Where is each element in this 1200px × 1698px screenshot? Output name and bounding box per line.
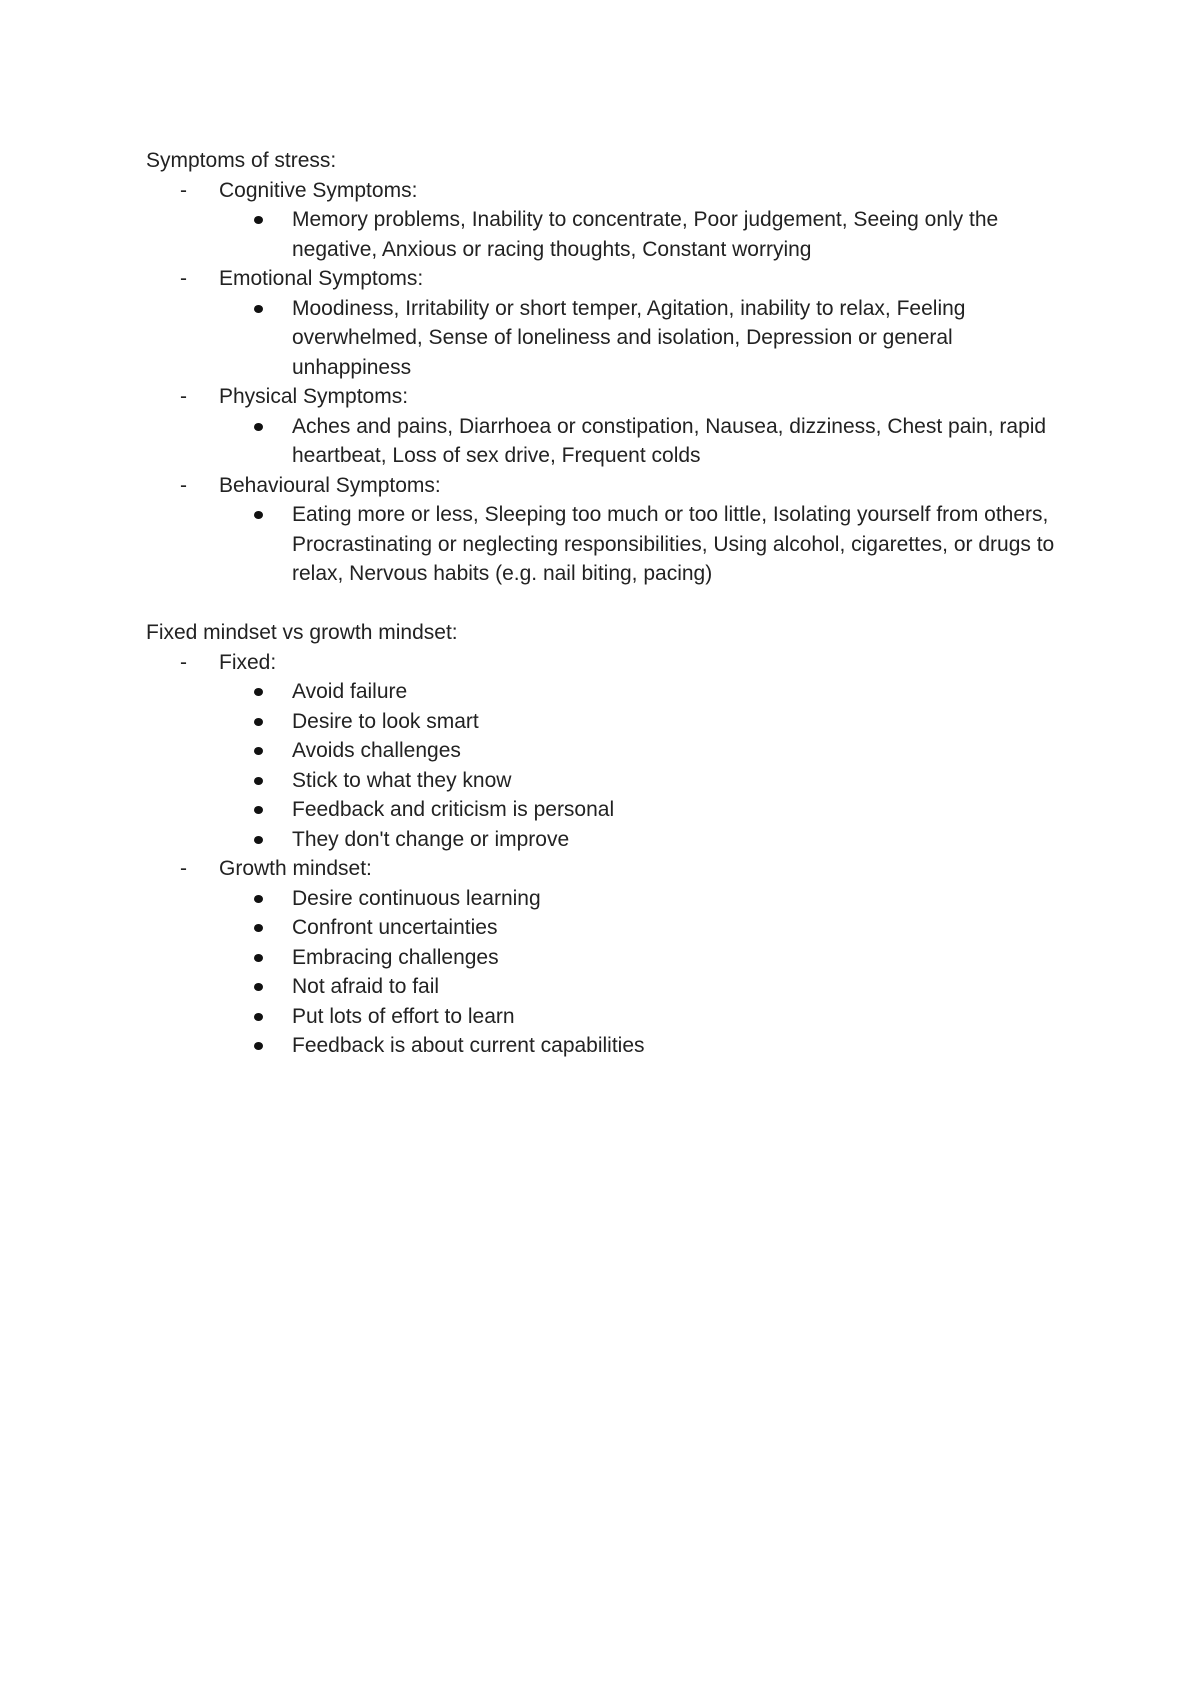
group-physical (146, 382, 1066, 471)
bullet-icon (254, 688, 263, 696)
bullet-icon (254, 1013, 263, 1021)
list-item (219, 205, 1066, 264)
item-text: Desire continuous learning (292, 886, 541, 910)
dash-marker: - (180, 650, 187, 674)
item-text: Put lots of effort to learn (292, 1004, 515, 1028)
item-text: Confront uncertainties (292, 916, 498, 939)
item-text: Avoids challenges (292, 739, 461, 762)
bullet-icon (254, 423, 263, 431)
list-item (219, 1031, 1066, 1061)
list-item (219, 412, 1066, 471)
item-text: Aches and pains, Diarrhoea or constipation, Nausea, dizziness, Chest pain, rapid heartbeat, Loss of sex drive, Frequent colds (292, 414, 1047, 467)
group-emotional (146, 264, 1066, 382)
list-item (219, 500, 1066, 589)
document-page (146, 146, 1066, 1061)
bullet-icon (254, 511, 263, 519)
item-list (219, 205, 1066, 264)
section-title: Symptoms of stress: (146, 149, 337, 172)
dash-marker: - (180, 857, 187, 880)
section-title: Fixed mindset vs growth mindset: (146, 621, 458, 644)
group-cognitive (146, 176, 1066, 265)
symptom-group-list (146, 176, 1066, 589)
list-item (219, 943, 1066, 973)
item-list (219, 294, 1066, 383)
list-item (219, 1002, 1066, 1032)
group-behavioural (146, 471, 1066, 589)
bullet-icon (254, 983, 263, 991)
item-text: Desire to look smart (292, 709, 479, 733)
group-label: Behavioural Symptoms: (219, 473, 441, 497)
item-list (219, 884, 1066, 1061)
dash-marker: - (180, 385, 187, 408)
bullet-icon (254, 806, 263, 814)
mindset-group-list (146, 648, 1066, 1061)
dash-marker: - (180, 178, 187, 202)
item-text: Eating more or less, Sleeping too much or too little, Isolating yourself from others, Procrastinating or neglecting responsibilities, Using alcohol, cigarettes, or drugs to relax, Nervous habits (e.g. nail biting, pacing) (292, 503, 1055, 585)
list-item (219, 972, 1066, 1002)
list-item (219, 294, 1066, 383)
group-label: Emotional Symptoms: (219, 267, 424, 290)
dash-marker: - (180, 267, 187, 290)
item-list (219, 677, 1066, 854)
list-item (219, 736, 1066, 766)
bullet-icon (254, 836, 263, 844)
list-item (219, 825, 1066, 855)
item-text: Feedback and criticism is personal (292, 798, 615, 821)
item-list (219, 412, 1066, 471)
bullet-icon (254, 924, 263, 932)
bullet-icon (254, 747, 263, 755)
list-item (219, 884, 1066, 914)
bullet-icon (254, 777, 263, 785)
bullet-icon (254, 1042, 263, 1050)
bullet-icon (254, 895, 263, 903)
item-text: Avoid failure (292, 680, 408, 703)
list-item (219, 766, 1066, 796)
item-text: Moodiness, Irritability or short temper, Agitation, inability to relax, Feeling overwhelmed, Sense of loneliness and isolation, Depression or general unhappiness (292, 296, 966, 379)
group-growth (146, 854, 1066, 1061)
item-text: Feedback is about current capabilities (292, 1034, 645, 1057)
group-label: Growth mindset: (219, 857, 372, 880)
bullet-icon (254, 718, 263, 726)
bullet-icon (254, 954, 263, 962)
group-label: Fixed: (219, 650, 277, 674)
item-list (219, 500, 1066, 589)
list-item (219, 677, 1066, 707)
item-text: Not afraid to fail (292, 975, 440, 998)
list-item (219, 795, 1066, 825)
item-text: They don't change or improve (292, 827, 570, 851)
item-text: Memory problems, Inability to concentrate, Poor judgement, Seeing only the negative, Anxious or racing thoughts, Constant worrying (292, 208, 999, 261)
group-fixed (146, 648, 1066, 855)
item-text: Stick to what they know (292, 768, 512, 792)
group-label: Physical Symptoms: (219, 385, 409, 408)
list-item (219, 913, 1066, 943)
item-text: Embracing challenges (292, 945, 499, 969)
bullet-icon (254, 216, 263, 224)
dash-marker: - (180, 473, 187, 497)
section-stress-symptoms (146, 146, 1066, 589)
list-item (219, 707, 1066, 737)
group-label: Cognitive Symptoms: (219, 178, 418, 202)
bullet-icon (254, 305, 263, 313)
section-mindset (146, 618, 1066, 1061)
